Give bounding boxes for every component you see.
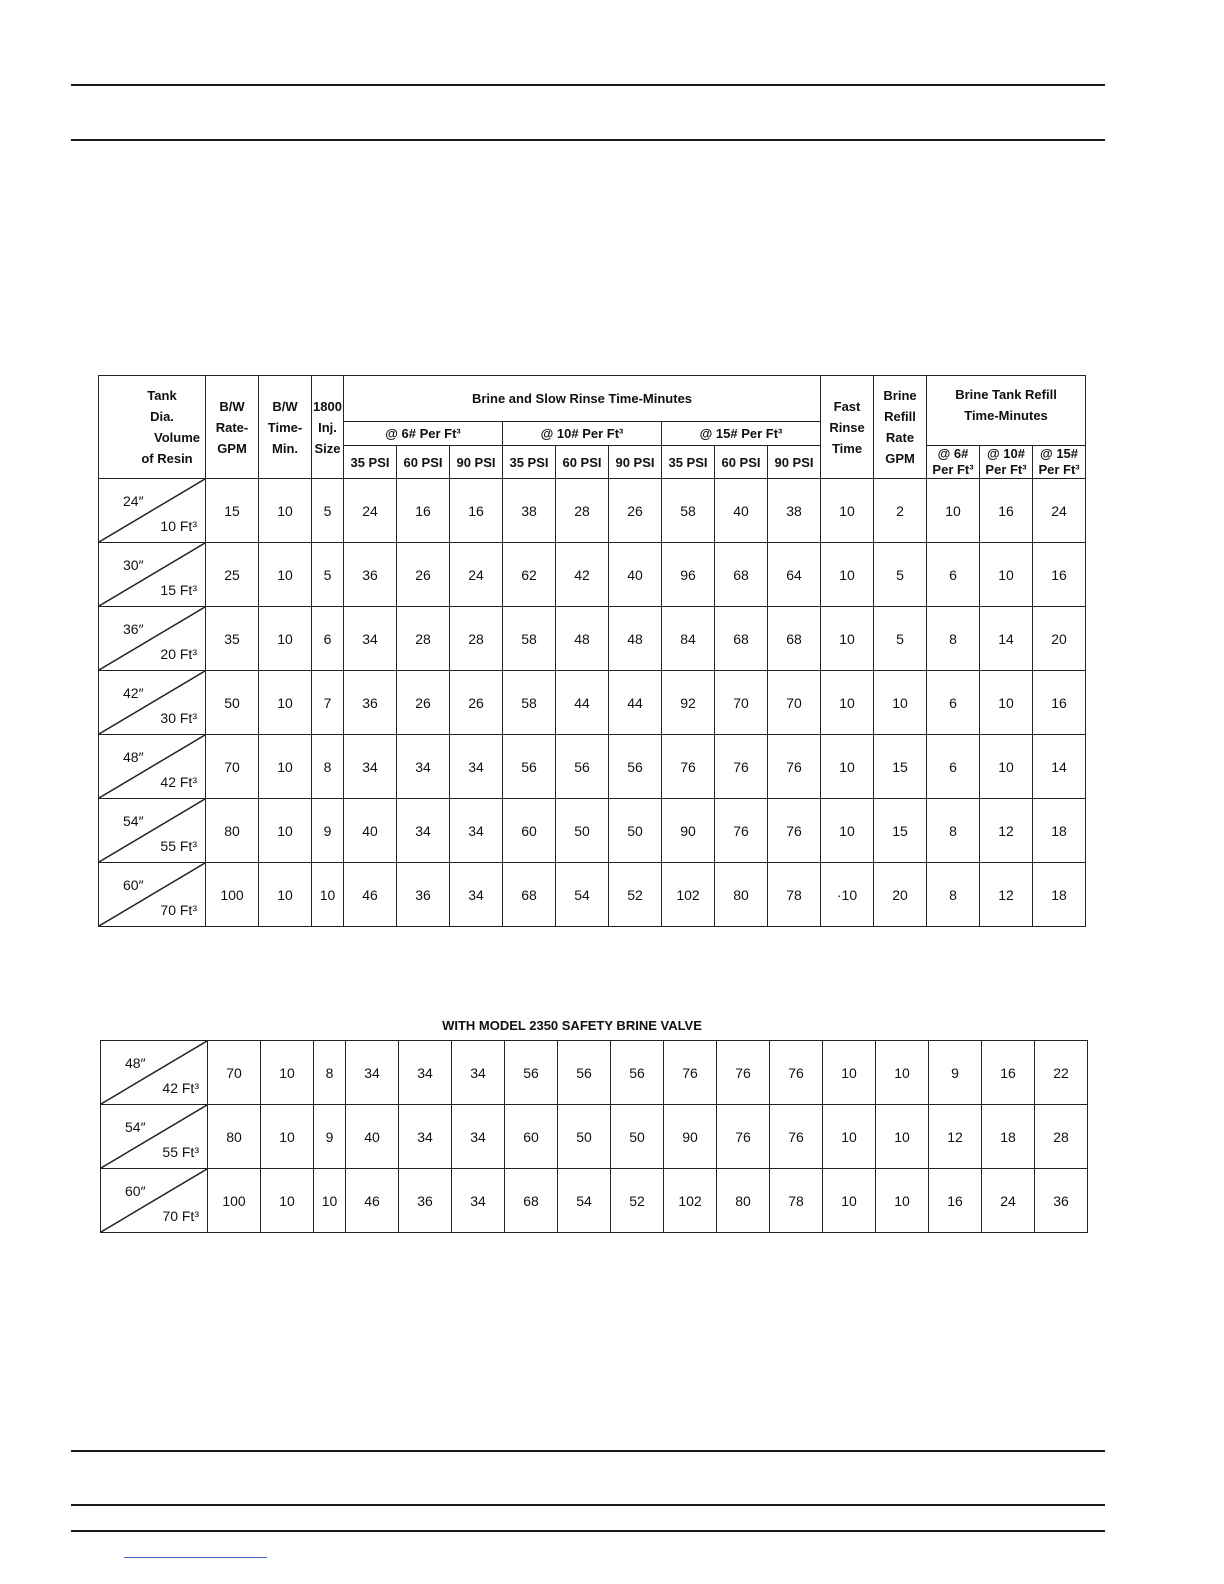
footer-link-underline: [124, 1557, 267, 1558]
table-cell: 10: [876, 1041, 929, 1105]
psi-header: 90 PSI: [768, 446, 821, 479]
tank-diameter: 24″: [123, 493, 144, 509]
table-cell: 10: [821, 543, 874, 607]
table-cell: 76: [768, 735, 821, 799]
table-cell: 15: [874, 735, 927, 799]
table-cell: 24: [982, 1169, 1035, 1233]
table-cell: 16: [450, 479, 503, 543]
table-cell: 12: [980, 799, 1033, 863]
table-cell: 70: [715, 671, 768, 735]
table-cell: 16: [1033, 671, 1086, 735]
tank-size-cell: [99, 735, 206, 799]
injector-size-header: 1800 Inj. Size: [312, 376, 344, 479]
tank-volume-header: [99, 376, 206, 479]
resin-volume: 42 Ft³: [162, 1080, 199, 1096]
top-rule-1: [71, 84, 1105, 86]
bottom-rule-1: [71, 1450, 1105, 1452]
table-cell: 56: [611, 1041, 664, 1105]
psi-header: 90 PSI: [450, 446, 503, 479]
table-cell: 15: [206, 479, 259, 543]
table-cell: 22: [1035, 1041, 1088, 1105]
table-cell: 92: [662, 671, 715, 735]
table-cell: 10: [259, 671, 312, 735]
table-row: [99, 863, 1086, 927]
table-cell: 10: [259, 479, 312, 543]
table-cell: 68: [503, 863, 556, 927]
table-cell: 76: [715, 799, 768, 863]
table-cell: 40: [344, 799, 397, 863]
psi-header: 35 PSI: [503, 446, 556, 479]
tank-diameter: 48″: [125, 1055, 146, 1071]
table-cell: 34: [452, 1041, 505, 1105]
table-cell: 56: [556, 735, 609, 799]
table-cell: 78: [768, 863, 821, 927]
fast-rinse-header: Fast Rinse Time: [821, 376, 874, 479]
table-cell: 18: [982, 1105, 1035, 1169]
table-cell: 80: [715, 863, 768, 927]
dia-label: Dia.: [150, 409, 174, 424]
table-cell: 16: [929, 1169, 982, 1233]
table-cell: 34: [399, 1041, 452, 1105]
resin-volume: 15 Ft³: [160, 582, 197, 598]
table-cell: 5: [312, 543, 344, 607]
psi-header: 60 PSI: [715, 446, 768, 479]
regeneration-table: [98, 375, 1086, 927]
table-cell: 70: [206, 735, 259, 799]
safety-valve-table: [100, 1040, 1088, 1233]
table-cell: 26: [609, 479, 662, 543]
table-cell: 48: [556, 607, 609, 671]
tank-size-cell: [99, 479, 206, 543]
table-cell: 2: [874, 479, 927, 543]
psi-header: 35 PSI: [344, 446, 397, 479]
table-cell: 24: [450, 543, 503, 607]
table-cell: 42: [556, 543, 609, 607]
table-row: [99, 799, 1086, 863]
resin-volume: 70 Ft³: [162, 1208, 199, 1224]
table-cell: 76: [664, 1041, 717, 1105]
tank-diameter: 48″: [123, 749, 144, 765]
table-cell: 76: [770, 1105, 823, 1169]
regeneration-table-body: [99, 479, 1086, 927]
psi-header: 60 PSI: [556, 446, 609, 479]
table-cell: 50: [609, 799, 662, 863]
table-cell: 8: [927, 607, 980, 671]
of-resin-label: of Resin: [141, 451, 193, 466]
resin-volume: 30 Ft³: [160, 710, 197, 726]
resin-volume: 10 Ft³: [160, 518, 197, 534]
table-cell: 50: [556, 799, 609, 863]
table-cell: 80: [206, 799, 259, 863]
table-cell: 16: [982, 1041, 1035, 1105]
table-cell: 58: [662, 479, 715, 543]
table-cell: 16: [1033, 543, 1086, 607]
table-row: [101, 1169, 1088, 1233]
table-cell: 44: [556, 671, 609, 735]
table-cell: 8: [927, 863, 980, 927]
salt-6-header: @ 6# Per Ft³: [344, 422, 503, 446]
table-cell: 10: [259, 863, 312, 927]
table-cell: 10: [261, 1041, 314, 1105]
table-cell: 10: [876, 1105, 929, 1169]
table-cell: 70: [768, 671, 821, 735]
table-cell: 50: [206, 671, 259, 735]
table-cell: 26: [397, 671, 450, 735]
table-cell: 28: [397, 607, 450, 671]
table-cell: 76: [662, 735, 715, 799]
table-cell: 100: [208, 1169, 261, 1233]
table-cell: 26: [397, 543, 450, 607]
bw-time-header: B/W Time- Min.: [259, 376, 312, 479]
tank-size-cell: [99, 863, 206, 927]
table-cell: 68: [505, 1169, 558, 1233]
table-cell: 10: [821, 671, 874, 735]
table-cell: 76: [770, 1041, 823, 1105]
table-cell: 6: [927, 735, 980, 799]
table-cell: 34: [450, 799, 503, 863]
table-cell: 36: [344, 543, 397, 607]
table-row: [99, 543, 1086, 607]
table-cell: 18: [1033, 799, 1086, 863]
table-cell: 70: [208, 1041, 261, 1105]
tank-diameter: 30″: [123, 557, 144, 573]
table-cell: 50: [558, 1105, 611, 1169]
table-cell: 76: [717, 1041, 770, 1105]
tank-diameter: 54″: [125, 1119, 146, 1135]
tank-size-cell: [101, 1105, 208, 1169]
table-cell: 56: [558, 1041, 611, 1105]
table-cell: 24: [1033, 479, 1086, 543]
table-cell: 10: [821, 607, 874, 671]
top-rule-2: [71, 139, 1105, 141]
table-cell: 16: [397, 479, 450, 543]
table-cell: 44: [609, 671, 662, 735]
table-cell: 28: [450, 607, 503, 671]
table-cell: 46: [344, 863, 397, 927]
table-cell: 10: [823, 1105, 876, 1169]
table-cell: 10: [927, 479, 980, 543]
table-cell: 10: [821, 735, 874, 799]
table-cell: 48: [609, 607, 662, 671]
refill-15-header: @ 15# Per Ft³: [1033, 446, 1086, 479]
table-cell: 36: [397, 863, 450, 927]
table-cell: 6: [927, 671, 980, 735]
table-cell: 20: [874, 863, 927, 927]
table-cell: 28: [556, 479, 609, 543]
table-row: [99, 735, 1086, 799]
brine-refill-rate-header: Brine Refill Rate GPM: [874, 376, 927, 479]
tank-label: Tank: [147, 388, 177, 403]
table-cell: ·10: [821, 863, 874, 927]
table-cell: 12: [929, 1105, 982, 1169]
table-cell: 52: [609, 863, 662, 927]
table-cell: 8: [314, 1041, 346, 1105]
table-cell: 68: [715, 543, 768, 607]
table-cell: 84: [662, 607, 715, 671]
table-row: [99, 671, 1086, 735]
table-cell: 36: [399, 1169, 452, 1233]
table-cell: 52: [611, 1169, 664, 1233]
table-row: [99, 607, 1086, 671]
psi-header: 60 PSI: [397, 446, 450, 479]
table-cell: 5: [874, 607, 927, 671]
table-cell: 36: [344, 671, 397, 735]
table-cell: 34: [344, 607, 397, 671]
table-cell: 9: [929, 1041, 982, 1105]
bottom-rule-2: [71, 1504, 1105, 1506]
table-cell: 34: [450, 735, 503, 799]
table-cell: 34: [452, 1105, 505, 1169]
table-cell: 58: [503, 671, 556, 735]
psi-header: 35 PSI: [662, 446, 715, 479]
table-cell: 10: [261, 1105, 314, 1169]
table-cell: 16: [980, 479, 1033, 543]
tank-diameter: 60″: [123, 877, 144, 893]
table-cell: 62: [503, 543, 556, 607]
table-cell: 10: [261, 1169, 314, 1233]
table-cell: 5: [874, 543, 927, 607]
table-cell: 15: [874, 799, 927, 863]
safety-valve-caption: WITH MODEL 2350 SAFETY BRINE VALVE: [442, 1018, 702, 1033]
table-cell: 68: [715, 607, 768, 671]
table-cell: 54: [556, 863, 609, 927]
table-cell: 10: [823, 1041, 876, 1105]
table-cell: 102: [664, 1169, 717, 1233]
table-cell: 90: [662, 799, 715, 863]
table-row: [101, 1041, 1088, 1105]
table-cell: 36: [1035, 1169, 1088, 1233]
table-cell: 14: [980, 607, 1033, 671]
table-cell: 10: [259, 735, 312, 799]
brine-slow-rinse-header: Brine and Slow Rinse Time-Minutes: [344, 376, 821, 422]
brine-tank-refill-header: Brine Tank Refill Time-Minutes: [927, 376, 1086, 446]
table-cell: 10: [821, 799, 874, 863]
resin-volume: 42 Ft³: [160, 774, 197, 790]
table-cell: 5: [312, 479, 344, 543]
tank-diameter: 42″: [123, 685, 144, 701]
table-cell: 10: [874, 671, 927, 735]
table-cell: 9: [314, 1105, 346, 1169]
table-cell: 10: [876, 1169, 929, 1233]
table-cell: 6: [312, 607, 344, 671]
table-cell: 34: [452, 1169, 505, 1233]
tank-size-cell: [99, 671, 206, 735]
table-cell: 34: [397, 735, 450, 799]
table-cell: 90: [664, 1105, 717, 1169]
table-cell: 24: [344, 479, 397, 543]
table-cell: 10: [823, 1169, 876, 1233]
table-cell: 10: [312, 863, 344, 927]
resin-volume: 55 Ft³: [160, 838, 197, 854]
table-cell: 56: [609, 735, 662, 799]
salt-10-header: @ 10# Per Ft³: [503, 422, 662, 446]
table-cell: 8: [312, 735, 344, 799]
table-cell: 102: [662, 863, 715, 927]
tank-size-cell: [99, 799, 206, 863]
table-cell: 8: [927, 799, 980, 863]
table-cell: 35: [206, 607, 259, 671]
table-cell: 80: [717, 1169, 770, 1233]
table-cell: 56: [505, 1041, 558, 1105]
table-row: [101, 1105, 1088, 1169]
table-cell: 40: [346, 1105, 399, 1169]
table-cell: 34: [450, 863, 503, 927]
tank-diameter: 54″: [123, 813, 144, 829]
table-cell: 10: [980, 671, 1033, 735]
tank-size-cell: [101, 1041, 208, 1105]
table-cell: 12: [980, 863, 1033, 927]
tank-diameter: 60″: [125, 1183, 146, 1199]
table-cell: 38: [503, 479, 556, 543]
table-cell: 10: [259, 799, 312, 863]
table-cell: 100: [206, 863, 259, 927]
tank-size-cell: [99, 607, 206, 671]
table-cell: 14: [1033, 735, 1086, 799]
table-cell: 78: [770, 1169, 823, 1233]
table-cell: 10: [259, 543, 312, 607]
volume-label: Volume: [154, 430, 200, 445]
table-cell: 76: [715, 735, 768, 799]
table-cell: 10: [259, 607, 312, 671]
table-cell: 9: [312, 799, 344, 863]
resin-volume: 70 Ft³: [160, 902, 197, 918]
table-cell: 58: [503, 607, 556, 671]
psi-header: 90 PSI: [609, 446, 662, 479]
table-cell: 34: [399, 1105, 452, 1169]
table-cell: 18: [1033, 863, 1086, 927]
salt-15-header: @ 15# Per Ft³: [662, 422, 821, 446]
table-cell: 26: [450, 671, 503, 735]
refill-10-header: @ 10# Per Ft³: [980, 446, 1033, 479]
table-cell: 68: [768, 607, 821, 671]
table-cell: 10: [821, 479, 874, 543]
table-cell: 38: [768, 479, 821, 543]
safety-valve-table-body: [101, 1041, 1088, 1233]
table-cell: 76: [717, 1105, 770, 1169]
table-cell: 7: [312, 671, 344, 735]
table-cell: 20: [1033, 607, 1086, 671]
table-cell: 50: [611, 1105, 664, 1169]
table-cell: 34: [344, 735, 397, 799]
bw-rate-header: B/W Rate- GPM: [206, 376, 259, 479]
table-cell: 40: [715, 479, 768, 543]
table-cell: 10: [980, 735, 1033, 799]
table-cell: 25: [206, 543, 259, 607]
table-cell: 60: [503, 799, 556, 863]
table-cell: 6: [927, 543, 980, 607]
table-cell: 34: [397, 799, 450, 863]
table-cell: 10: [314, 1169, 346, 1233]
table-cell: 64: [768, 543, 821, 607]
table-cell: 46: [346, 1169, 399, 1233]
table-cell: 28: [1035, 1105, 1088, 1169]
bottom-rule-3: [71, 1530, 1105, 1532]
tank-size-cell: [99, 543, 206, 607]
tank-size-cell: [101, 1169, 208, 1233]
table-cell: 96: [662, 543, 715, 607]
refill-6-header: @ 6# Per Ft³: [927, 446, 980, 479]
table-cell: 60: [505, 1105, 558, 1169]
table-cell: 10: [980, 543, 1033, 607]
resin-volume: 55 Ft³: [162, 1144, 199, 1160]
table-cell: 40: [609, 543, 662, 607]
table-row: [99, 479, 1086, 543]
table-cell: 56: [503, 735, 556, 799]
table-cell: 34: [346, 1041, 399, 1105]
table-cell: 76: [768, 799, 821, 863]
table-cell: 80: [208, 1105, 261, 1169]
tank-diameter: 36″: [123, 621, 144, 637]
resin-volume: 20 Ft³: [160, 646, 197, 662]
table-cell: 54: [558, 1169, 611, 1233]
